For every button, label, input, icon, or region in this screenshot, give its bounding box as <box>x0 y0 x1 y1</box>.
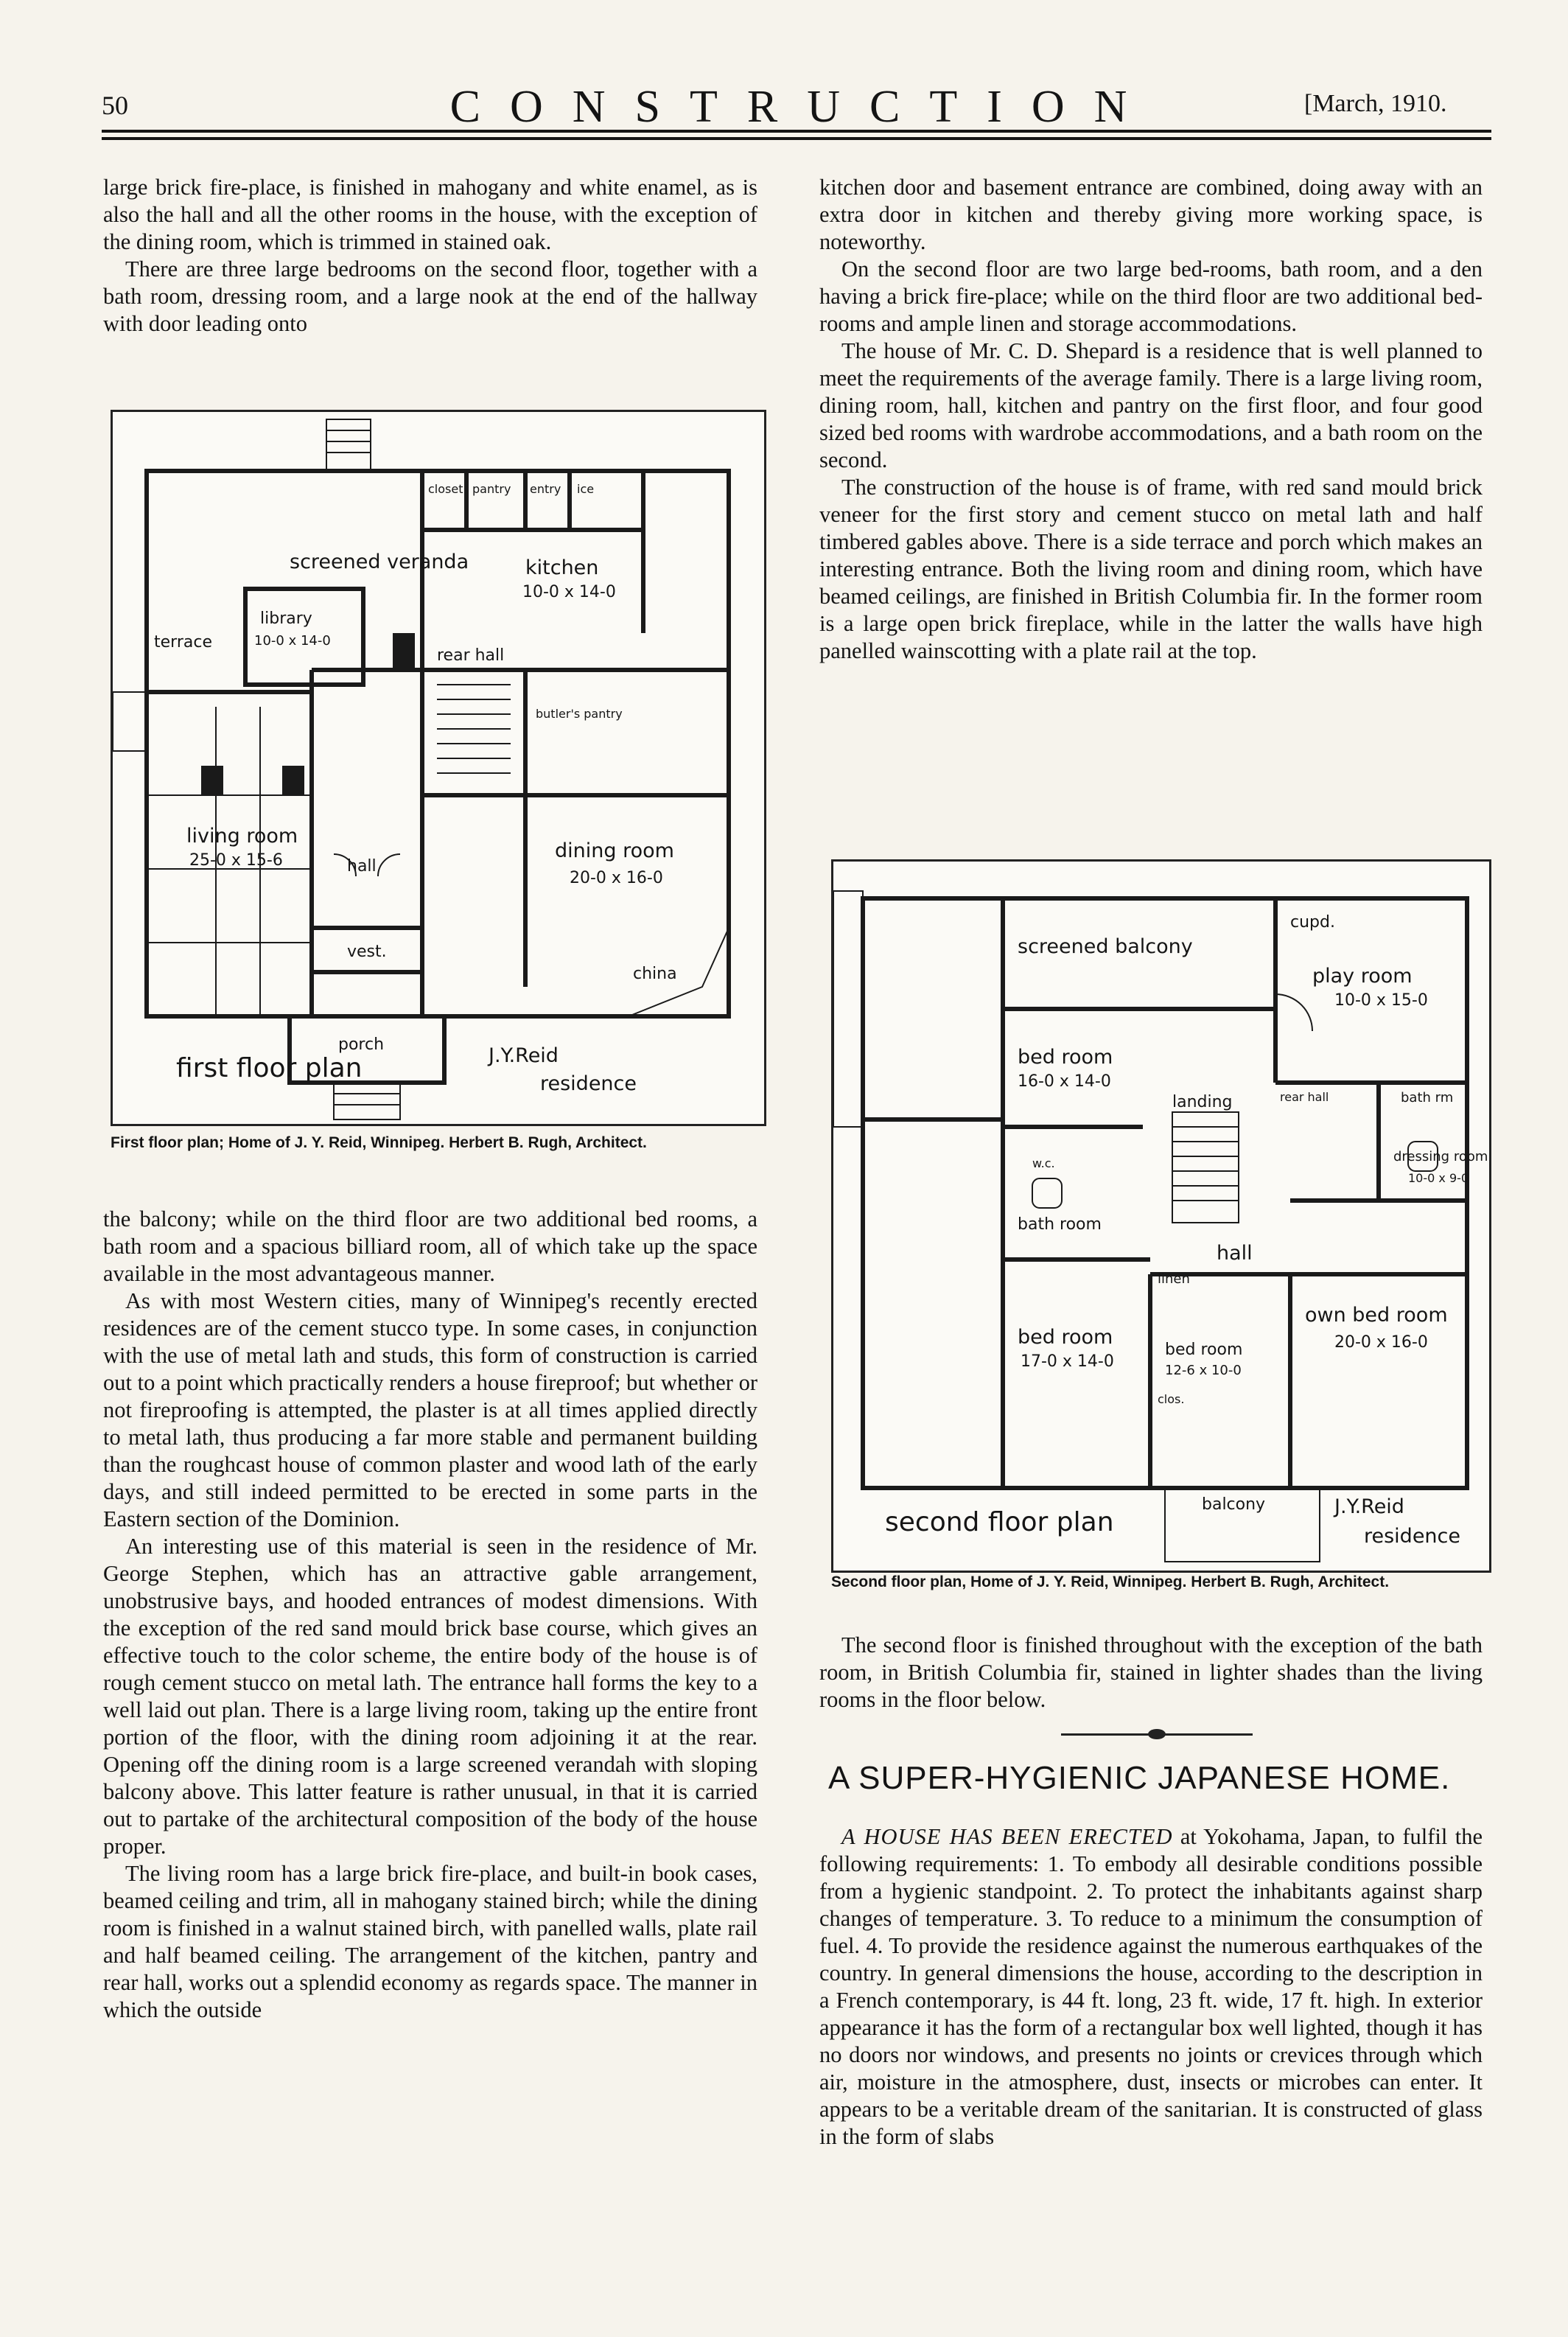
label-closet: clos. <box>1158 1392 1185 1406</box>
article-lead-in: A HOUSE HAS BEEN ERECTED <box>841 1824 1173 1849</box>
figure1-caption: First floor plan; Home of J. Y. Reid, Winnipeg. Herbert B. Rugh, Architect. <box>111 1134 647 1151</box>
label-play-dims: 10-0 x 15-0 <box>1334 991 1428 1010</box>
label-bed-room-1: bed room <box>1018 1046 1113 1069</box>
label-bed-room-3-dims: 12-6 x 10-0 <box>1165 1363 1242 1378</box>
label-wc: w.c. <box>1032 1156 1055 1170</box>
label-play-room: play room <box>1312 965 1413 988</box>
label-dressing-room: dressing room <box>1393 1149 1488 1164</box>
paragraph: As with most Western cities, many of Winnipeg's recently erected residences are of the cement stucco type. In some cases, in conjunction with the use of metal lath and studs, this form of construction is carried out to a point which practically renders a house fireproof; but whether or not fireproofing is attempted, the plaster is at all times applied directly to metal lath, thus producing a far more stable and permanent building than the roughcast house of common plaster and wood lath of the early days, and still indeed permitted to be erected in some parts in the Eastern section of the Dominion. <box>103 1288 757 1531</box>
label-screened-balcony: screened balcony <box>1018 935 1193 958</box>
label-dressing-dims: 10-0 x 9-0 <box>1408 1171 1469 1185</box>
page-number: 50 <box>102 91 128 120</box>
label-library: library <box>260 609 312 628</box>
label-dining-room: dining room <box>555 839 674 862</box>
label-linen: linen <box>1158 1271 1190 1287</box>
label-landing: landing <box>1172 1093 1233 1111</box>
left-column-bottom <box>103 1206 757 2024</box>
figure2-caption: Second floor plan, Home of J. Y. Reid, Winnipeg. Herbert B. Rugh, Architect. <box>831 1573 1390 1590</box>
label-bed-room-3: bed room <box>1165 1341 1243 1359</box>
label-entry: entry <box>530 482 561 496</box>
paragraph <box>819 1823 1483 2151</box>
label-bed-room-2: bed room <box>1018 1326 1113 1349</box>
magazine-title: CONSTRUCTION <box>449 82 1157 132</box>
label-ice: ice <box>577 482 595 496</box>
label-living-room: living room <box>186 825 298 848</box>
paragraph: On the second floor are two large bed-rooms, bath room, and a den having a brick fire-place; while on the third floor are two additional bed-rooms and ample linen and storage accommodations. <box>819 256 1483 336</box>
label-hall: hall <box>347 857 377 876</box>
paragraph: the balcony; while on the third floor are two additional bed rooms, a bath room and a spacious billiard room, all of which take up the space available in the most advantageous manner. <box>103 1206 757 1286</box>
paragraph: kitchen door and basement entrance are combined, doing away with an extra door in kitchen and thereby giving more working space, is noteworthy. <box>819 175 1483 254</box>
label-owner: J.Y.Reid <box>1334 1495 1404 1518</box>
label-rear-hall: rear hall <box>437 646 505 665</box>
paragraph: The construction of the house is of frame, with red sand mould brick veneer for the first story and cement stucco on metal lath and half timbered gables above. There is a side terrace and porch which makes an interesting entrance. Both the living room and dining room, which have beamed ceilings, are finished in British Columbia fir. In the former room is a large open brick fireplace, while in the latter the walls have high panelled wainscotting with a plate rail at the top. <box>819 475 1483 663</box>
label-kitchen-dims: 10-0 x 14-0 <box>522 583 616 601</box>
right-column-top <box>819 174 1483 665</box>
paragraph: The living room has a large brick fire-place, and built-in book cases, beamed ceiling and trim, all in mahogany stained birch; while the dining room is finished in a walnut stained birch, with panelled walls, plate rail and half beamed ceiling. The arrangement of the kitchen, pantry and rear hall, works out a splendid economy as regards space. The manner in which the outside <box>103 1861 757 2022</box>
paragraph: There are three large bedrooms on the second floor, together with a bath room, dressing room, and a large nook at the end of the hallway with door leading onto <box>103 256 757 336</box>
label-residence: residence <box>1364 1525 1461 1548</box>
label-kitchen: kitchen <box>525 556 599 579</box>
label-screened-veranda: screened veranda <box>290 551 469 573</box>
label-bath-room-small: bath rm <box>1401 1090 1454 1105</box>
label-bath-room: bath room <box>1018 1215 1102 1234</box>
label-porch: porch <box>338 1035 385 1054</box>
paragraph: The second floor is finished throughout with the exception of the bath room, in British Columbia fir, stained in lighter shades than the living rooms in the floor below. <box>819 1632 1483 1712</box>
article-body: at Yokohama, Japan, to fulfil the following requirements: 1. To embody all desirable conditions possible from a hygienic standpoint. 2. To protect the inhabitants against sharp changes of temperature. 3. To reduce to a minimum the consumption of fuel. 4. To provide the residence against the numerous earthquakes of the country. In general dimensions the house, according to the description in a French contemporary, is 44 ft. long, 23 ft. wide, 17 ft. high. In exterior appearance it has the form of a rectangular box well lighted, though it has no doors nor windows, and presents no joints or crevices through which air, moisture in the atmosphere, dust, insects or microbes can enter. It appears to be a veritable dream of the sanitarian. It is constructed of glass in the form of slabs <box>819 1824 1483 2149</box>
issue-date: [March, 1910. <box>1304 90 1447 117</box>
label-terrace: terrace <box>154 633 212 652</box>
label-butlers-pantry: butler's pantry <box>536 707 623 721</box>
right-column-article2 <box>819 1823 1483 2151</box>
first-floor-plan-figure <box>111 410 766 1126</box>
label-own-bed-room: own bed room <box>1305 1304 1448 1327</box>
first-floor-plan-title: first floor plan <box>176 1053 363 1083</box>
label-library-dims: 10-0 x 14-0 <box>254 633 331 649</box>
right-column-middle <box>819 1632 1483 1714</box>
paragraph: An interesting use of this material is seen in the residence of Mr. George Stephen, which has an attractive gable arrangement, unobstrusive bays, and hooded entrances of modest dimensions. With the exception of the red sand mould brick base course, which gives an effective touch to the color scheme, the entire body of the house is of rough cement stucco on metal lath. The entrance hall forms the key to a well laid out plan. There is a large living room, taking up the entire front portion of the floor, with the dining room adjoining it at the rear. Opening off the dining room is a large screened verandah with sloping balcony above. This latter feature is rather unusual, in that it is carried out to partake of the architectural composition of the body of the house proper. <box>103 1534 757 1859</box>
label-cupboard: cupd. <box>1290 913 1335 932</box>
label-vestibule: vest. <box>347 943 387 961</box>
label-pantry: pantry <box>472 482 511 496</box>
second-floor-plan-title: second floor plan <box>885 1507 1114 1537</box>
section-divider-ornament <box>1061 1733 1253 1736</box>
left-column-top <box>103 174 757 338</box>
label-residence: residence <box>540 1072 637 1095</box>
header-rule-top <box>102 130 1491 133</box>
paragraph: large brick fire-place, is finished in mahogany and white enamel, as is also the hall and all the other rooms in the house, with the exception of the dining room, which is trimmed in stained oak. <box>103 175 757 254</box>
label-hall: hall <box>1217 1242 1253 1265</box>
label-own-bed-dims: 20-0 x 16-0 <box>1334 1333 1428 1352</box>
header-rule-bottom <box>102 137 1491 140</box>
label-rear-hall: rear hall <box>1280 1090 1329 1104</box>
label-bed-room-2-dims: 17-0 x 14-0 <box>1021 1352 1114 1371</box>
label-closet: closet <box>428 482 463 496</box>
label-bed-room-1-dims: 16-0 x 14-0 <box>1018 1072 1111 1091</box>
label-dining-dims: 20-0 x 16-0 <box>570 869 663 887</box>
article-headline: A SUPER-HYGIENIC JAPANESE HOME. <box>828 1760 1451 1796</box>
second-floor-plan-figure <box>831 859 1491 1573</box>
first-floor-plan-drawing <box>113 412 764 1124</box>
label-balcony: balcony <box>1202 1495 1266 1514</box>
label-china: china <box>633 965 677 983</box>
paragraph: The house of Mr. C. D. Shepard is a residence that is well planned to meet the requirements of the average family. There is a large living room, dining room, hall, kitchen and pantry on the first floor, and four good sized bed rooms with wardrobe accommodations, and a bath room on the second. <box>819 338 1483 472</box>
label-living-dims: 25-0 x 15-6 <box>189 851 283 870</box>
label-owner: J.Y.Reid <box>489 1044 559 1067</box>
